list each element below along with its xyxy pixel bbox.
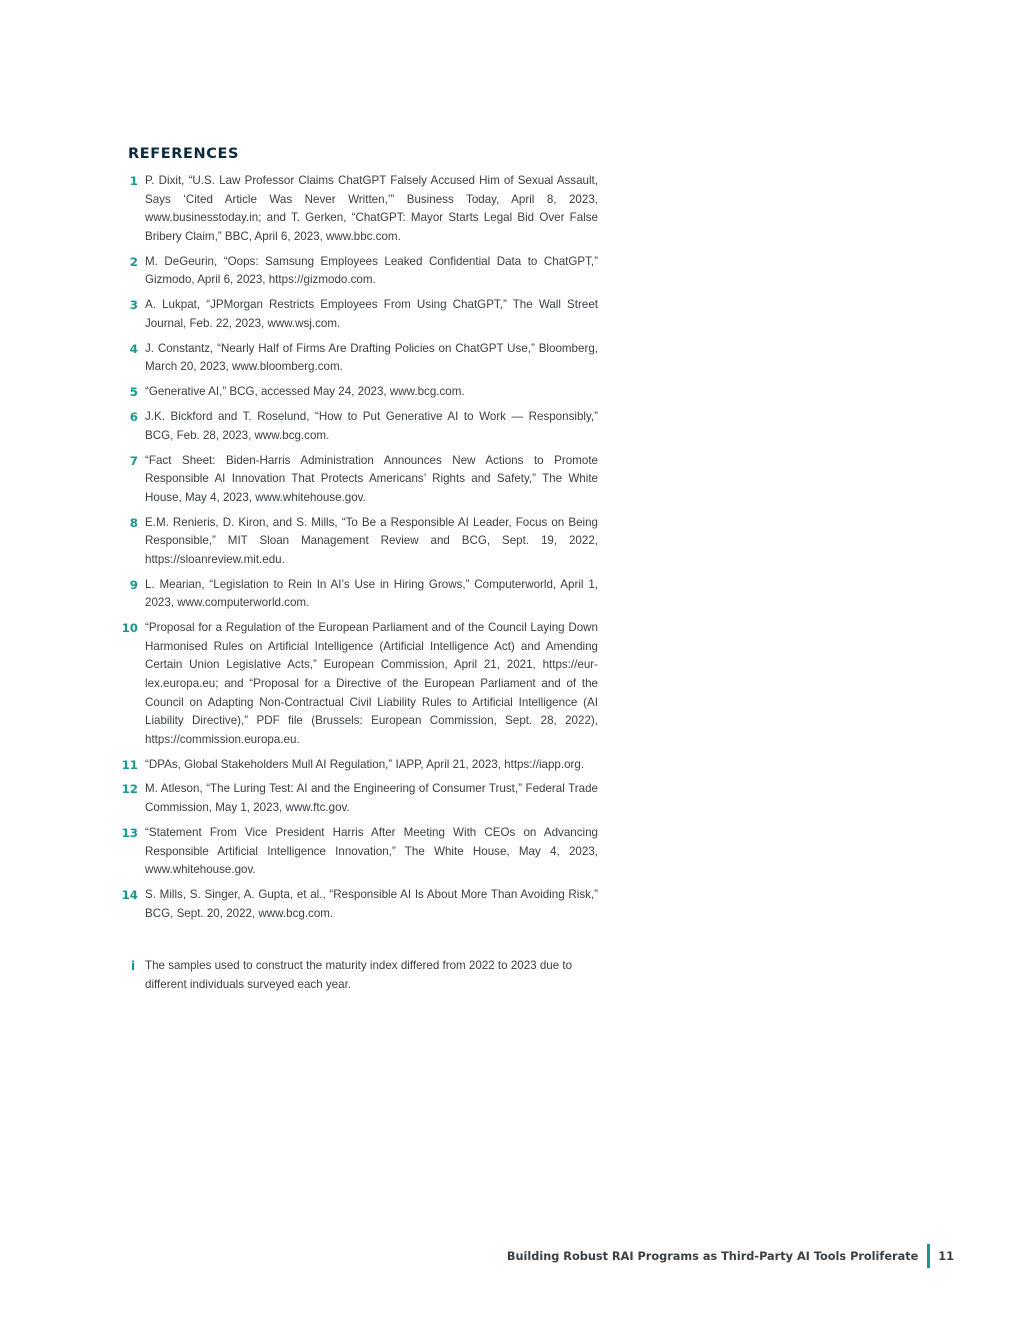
reference-number: 14: [121, 888, 138, 903]
reference-number: 12: [121, 782, 138, 797]
reference-item: [121, 619, 598, 749]
reference-item: [128, 408, 598, 445]
reference-text: E.M. Renieris, D. Kiron, and S. Mills, “To Be a Responsible AI Leader, Focus on Being Responsible,” MIT Sloan Management Review and BCG, Sept. 19, 2022, https://sloanreview.mit.edu.: [145, 515, 598, 566]
reference-text: L. Mearian, “Legislation to Rein In AI’s Use in Hiring Grows,” Computerworld, April 1, 2023, www.computerworld.com.: [145, 577, 598, 610]
reference-list: [121, 172, 598, 923]
references-section: [121, 146, 598, 994]
reference-text: A. Lukpat, “JPMorgan Restricts Employees From Using ChatGPT,” The Wall Street Journal, Feb. 22, 2023, www.wsj.com.: [145, 298, 598, 330]
reference-text: J. Constantz, “Nearly Half of Firms Are Drafting Policies on ChatGPT Use,” Bloomberg, March 20, 2023, www.bloomberg.com.: [145, 341, 598, 374]
reference-number: 7: [129, 453, 138, 468]
reference-item: [128, 340, 598, 377]
reference-item: [128, 452, 598, 508]
endnote: [128, 957, 598, 994]
reference-text: “Generative AI,” BCG, accessed May 24, 2023, www.bcg.com.: [145, 385, 465, 399]
reference-number: 1: [129, 174, 138, 188]
reference-item: [128, 383, 598, 402]
reference-item: [128, 172, 598, 246]
page-number: 11: [938, 1249, 954, 1263]
reference-number: 2: [129, 254, 138, 269]
reference-item: [121, 756, 598, 775]
reference-number: 11: [121, 757, 138, 772]
reference-item: [121, 824, 598, 880]
reference-item: [128, 296, 598, 333]
page-footer: [507, 1244, 954, 1268]
endnote-text: The samples used to construct the maturity index differed from 2022 to 2023 due to different individuals surveyed each year.: [145, 959, 573, 991]
reference-number: 10: [121, 621, 138, 636]
reference-text: “DPAs, Global Stakeholders Mull AI Regulation,” IAPP, April 21, 2023, https://iapp.org.: [145, 757, 585, 771]
reference-text: S. Mills, S. Singer, A. Gupta, et al., “Responsible AI Is About More Than Avoiding Risk,” BCG, Sept. 20, 2022, www.bcg.com.: [145, 888, 598, 920]
footer-divider: [927, 1244, 930, 1268]
reference-item: [128, 253, 598, 290]
reference-text: J.K. Bickford and T. Roselund, “How to Put Generative AI to Work — Responsibly,” BCG, Feb. 28, 2023, www.bcg.com.: [145, 410, 598, 442]
reference-text: P. Dixit, “U.S. Law Professor Claims ChatGPT Falsely Accused Him of Sexual Assault, Says ‘Cited Article Was Never Written,’” Business Today, April 8, 2023, www.businesstoday.in; and T. Gerken, “ChatGPT: Mayor Starts Legal Bid Over False Bribery Claim,” BBC, April 6, 2023, www.bbc.com.: [145, 174, 598, 243]
reference-item: [121, 780, 598, 817]
reference-text: M. Atleson, “The Luring Test: AI and the Engineering of Consumer Trust,” Federal Trade Commission, May 1, 2023, www.ftc.gov.: [145, 782, 598, 815]
reference-number: 9: [129, 577, 138, 592]
reference-number: 8: [129, 515, 138, 530]
endnote-marker: i: [131, 959, 136, 974]
reference-number: 4: [129, 341, 138, 356]
reference-item: [128, 576, 598, 613]
reference-text: M. DeGeurin, “Oops: Samsung Employees Leaked Confidential Data to ChatGPT,” Gizmodo, April 6, 2023, https://gizmodo.com.: [145, 254, 598, 287]
reference-text: “Proposal for a Regulation of the European Parliament and of the Council Laying Down Harmonised Rules on Artificial Intelligence (Artificial Intelligence Act) and Amending Certain Union Legislative Acts,” European Commission, April 21, 2021, https://eur-lex.europa.eu; and “Proposal for a Directive of the European Parliament and of the Council on Adapting Non-Contractual Civil Liability Rules to Artificial Intelligence (AI Liability Directive),” PDF file (Brussels: European Commission, Sept. 28, 2022), https://commission.europa.eu.: [145, 621, 598, 746]
reference-item: [121, 886, 598, 923]
references-heading: REFERENCES: [128, 146, 240, 162]
footer-title: Building Robust RAI Programs as Third-Party AI Tools Proliferate: [506, 1249, 919, 1263]
reference-number: 13: [121, 825, 138, 840]
reference-number: 6: [129, 410, 138, 425]
reference-item: [128, 514, 598, 570]
reference-text: “Statement From Vice President Harris After Meeting With CEOs on Advancing Responsible Artificial Intelligence Innovation,” The White House, May 4, 2023, www.whitehouse.gov.: [145, 825, 598, 877]
reference-text: “Fact Sheet: Biden-Harris Administration Announces New Actions to Promote Responsible AI Innovation That Protects Americans’ Rights and Safety,” The White House, May 4, 2023, www.whitehouse.gov.: [145, 453, 598, 504]
reference-number: 3: [129, 298, 138, 313]
reference-number: 5: [129, 385, 138, 400]
